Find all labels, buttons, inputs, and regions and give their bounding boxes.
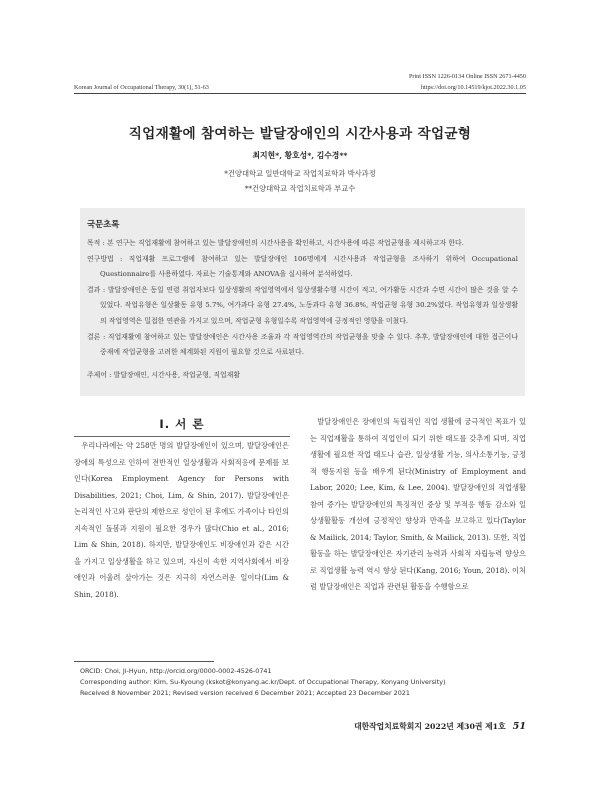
issn-doi-block bbox=[409, 71, 526, 93]
abstract-conclusion: 결론 : 직업재활에 참여하고 있는 발달장애인은 시간사용 조율과 각 작업영역간의 작업균형을 맞출 수 있다. 추후, 발달장애인에 대한 접근이나 중재에 작업균형을 고려한 체계화된 지원이 필요할 것으로 사료된다. bbox=[87, 332, 518, 357]
journal-citation: Korean Journal of Occupational Therapy, 30(1), 51-63 bbox=[74, 84, 209, 91]
affiliation-2: **건양대학교 작업치료학과 부교수 bbox=[244, 184, 356, 193]
header-rule bbox=[74, 93, 526, 94]
footnote-rule bbox=[74, 661, 214, 662]
running-footer: 대한작업치료학회지 2022년 제30권 제1호 bbox=[354, 722, 506, 731]
issn-line: Print ISSN 1226-0134 Online ISSN 2671-4450 bbox=[408, 73, 526, 80]
footnote-received: Received 8 November 2021; Revised version received 6 December 2021; Accepted 23 December 2021 bbox=[80, 689, 410, 697]
page-footer bbox=[354, 721, 526, 732]
paper-title: 직업재활에 참여하는 발달장애인의 시간사용과 작업균형 bbox=[128, 126, 472, 142]
abstract-keywords: 주제어 : 발달장애인, 시간사용, 작업균형, 직업재활 bbox=[87, 370, 240, 379]
body-left-column: 우리나라에는 약 258만 명의 발달장애인이 있으며, 발달장애인은 장애의 특성으로 인하여 전반적인 일상생활과 사회적응에 문제를 보인다(Korea Employment Agency for Persons with Disabilities, 2021; Choi, Lim, & Shin, 2017). 발달장애인은 논리적인 사고와 판단의 제한으로 성인이 된 후에도 가족이나 타인의 지속적인 돌봄과 지원이 필요한 경우가 많다(Chio et al., 2016; Lim & Shin, 2018). 하지만, 발달장애인도 비장애인과 같은 시간을 가지고 일상생활을 하고 있으며, 자신이 속한 지역사회에서 비장애인과 어울려 살아가는 것은 지극히 자연스러운 일이다(Lim & Shin, 2018). bbox=[74, 441, 289, 599]
affiliation-1: *건양대학교 일반대학교 작업치료학과 박사과정 bbox=[224, 169, 376, 178]
abstract-methods: 연구방법 : 직업재활 프로그램에 참여하고 있는 발달장애인 106명에게 시간사용과 작업균형을 조사하기 위하여 Occupational Questionnaire를 사용하였다. 자료는 기술통계와 ANOVA을 실시하여 분석하였다. bbox=[87, 254, 518, 279]
body-right-column: 발달장애인은 장애인의 독립적인 직업 생활에 궁극적인 목표가 있는 직업재활을 통하여 직업인이 되기 위한 태도를 갖추게 되며, 직업 생활에 필요한 작업 태도나 습관, 일상생활 기능, 의사소통기능, 긍정적 행동지원 등을 배우게 된다(Ministry of Employment and Labor, 2020; Lee, Kim, & Lee, 2004). 발달장애인의 직업생활 참여 증가는 발달장애인의 특징적인 증상 및 부적응 행동 감소와 일상생활활동 개선에 긍정적인 향상과 만족을 보고하고 있다(Taylor & Mailick, 2014; Taylor, Smith, & Mailick, 2013). 또한, 직업활동을 하는 발달장애인은 자기관리 능력과 사회적 자립능력 향상으로 직업생활 능력 역시 향상 된다(Kang, 2016; Youn, 2018). 이처럼 발달장애인은 직업과 관련된 활동을 수행함으로 bbox=[310, 417, 526, 591]
abstract-results: 결과 : 발달장애인은 동일 연령 취업자보다 일상생활의 작업영역에서 일상생활수행 시간이 적고, 여가활동 시간과 수면 시간이 많은 것을 알 수 있었다. 작업유형은 일상활동 유형 5.7%, 여가과다 유형 27.4%, 노동과다 유형 36.8%, 작업균형 유형 30.2%였다. 작업유형과 일상생활의 작업영역은 밀접한 연관을 가지고 있으며, 작업균형 유형일수록 작업영역에 긍정적인 영향을 미쳤다. bbox=[87, 285, 518, 325]
footnote-corresponding: Corresponding author: Kim, Su-Kyoung (kskot@konyang.ac.kr/Dept. of Occupational Therapy, Konyang University) bbox=[80, 678, 446, 686]
section-heading: Ⅰ. 서 론 bbox=[159, 417, 205, 431]
author-list: 최지현*, 황호성*, 김수경** bbox=[252, 151, 348, 160]
abstract-box bbox=[80, 208, 525, 396]
abstract-heading: 국문초록 bbox=[87, 219, 120, 229]
doi-line[interactable]: https://doi.org/10.14519/kjot.2022.30.1.05 bbox=[420, 84, 526, 91]
abstract-purpose: 목적 : 본 연구는 직업재활에 참여하고 있는 발달장애인의 시간사용을 확인하고, 시간사용에 따른 작업균형을 제시하고자 한다. bbox=[87, 239, 464, 247]
section-rule bbox=[74, 436, 290, 437]
page-number: 51 bbox=[512, 721, 526, 732]
footnote-orcid: ORCID: Choi, Ji-Hyun, http://orcid.org/0000-0002-4526-0741 bbox=[80, 667, 272, 675]
